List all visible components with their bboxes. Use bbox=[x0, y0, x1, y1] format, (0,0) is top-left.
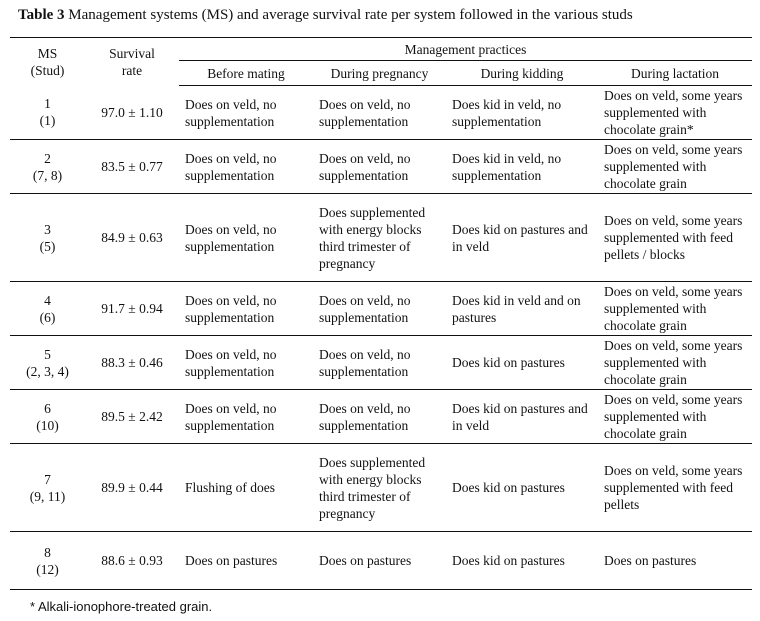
survival-rate-cell: 89.9 ± 0.44 bbox=[85, 444, 179, 532]
during-kidding-cell: Does kid on pastures and in veld bbox=[446, 194, 598, 282]
stud-number: (9, 11) bbox=[29, 488, 66, 504]
stud-number: (6) bbox=[39, 309, 56, 325]
during-lactation-header: During lactation bbox=[598, 61, 752, 86]
ms-number: 1 bbox=[44, 96, 51, 112]
ms-cell bbox=[10, 532, 85, 590]
table-row bbox=[10, 140, 752, 194]
during-lactation-cell: Does on veld, some years supplemented with chocolate grain bbox=[598, 336, 752, 390]
ms-number: 7 bbox=[44, 471, 51, 487]
during-pregnancy-cell: Does supplemented with energy blocks third trimester of pregnancy bbox=[313, 194, 446, 282]
before-mating-cell: Does on veld, no supplementation bbox=[179, 86, 313, 140]
before-mating-cell: Does on veld, no supplementation bbox=[179, 282, 313, 336]
survival-header bbox=[85, 38, 179, 86]
table-row bbox=[10, 532, 752, 590]
during-pregnancy-cell: Does on pastures bbox=[313, 532, 446, 590]
during-kidding-cell: Does kid on pastures bbox=[446, 444, 598, 532]
before-mating-cell: Does on pastures bbox=[179, 532, 313, 590]
ms-number: 5 bbox=[44, 346, 51, 362]
during-lactation-cell: Does on veld, some years supplemented with feed pellets / blocks bbox=[598, 194, 752, 282]
ms-number: 2 bbox=[44, 150, 51, 166]
ms-cell bbox=[10, 194, 85, 282]
during-pregnancy-cell: Does on veld, no supplementation bbox=[313, 336, 446, 390]
survival-rate-cell: 97.0 ± 1.10 bbox=[85, 86, 179, 140]
stud-number: (10) bbox=[36, 417, 59, 433]
table-row bbox=[10, 390, 752, 444]
during-pregnancy-header: During pregnancy bbox=[313, 61, 446, 86]
ms-cell bbox=[10, 390, 85, 444]
stud-number: (2, 3, 4) bbox=[26, 363, 69, 379]
ms-cell bbox=[10, 86, 85, 140]
table-row bbox=[10, 336, 752, 390]
during-lactation-cell: Does on veld, some years supplemented with chocolate grain bbox=[598, 390, 752, 444]
table-label: Table 3 bbox=[18, 7, 65, 23]
ms-header bbox=[10, 38, 85, 86]
table-row bbox=[10, 86, 752, 140]
ms-number: 6 bbox=[44, 400, 51, 416]
stud-number: (5) bbox=[39, 238, 56, 254]
stud-number: (1) bbox=[39, 113, 56, 129]
ms-cell bbox=[10, 282, 85, 336]
management-practices-header: Management practices bbox=[179, 38, 752, 61]
before-mating-cell: Does on veld, no supplementation bbox=[179, 194, 313, 282]
during-lactation-cell: Does on veld, some years supplemented with chocolate grain bbox=[598, 140, 752, 194]
survival-rate-cell: 83.5 ± 0.77 bbox=[85, 140, 179, 194]
during-pregnancy-cell: Does on veld, no supplementation bbox=[313, 282, 446, 336]
during-kidding-header: During kidding bbox=[446, 61, 598, 86]
table-row bbox=[10, 194, 752, 282]
management-table bbox=[10, 38, 752, 590]
table-row bbox=[10, 282, 752, 336]
table-caption bbox=[18, 5, 633, 25]
before-mating-header: Before mating bbox=[179, 61, 313, 86]
before-mating-cell: Does on veld, no supplementation bbox=[179, 336, 313, 390]
table-footnote: * Alkali-ionophore-treated grain. bbox=[30, 599, 213, 614]
during-lactation-cell: Does on pastures bbox=[598, 532, 752, 590]
survival-rate-cell: 88.3 ± 0.46 bbox=[85, 336, 179, 390]
during-kidding-cell: Does kid in veld and on pastures bbox=[446, 282, 598, 336]
ms-cell bbox=[10, 444, 85, 532]
survival-rate-cell: 88.6 ± 0.93 bbox=[85, 532, 179, 590]
during-pregnancy-cell: Does supplemented with energy blocks third trimester of pregnancy bbox=[313, 444, 446, 532]
survival-header-line2: rate bbox=[121, 62, 143, 78]
during-pregnancy-cell: Does on veld, no supplementation bbox=[313, 86, 446, 140]
before-mating-cell: Does on veld, no supplementation bbox=[179, 390, 313, 444]
ms-cell bbox=[10, 336, 85, 390]
ms-cell bbox=[10, 140, 85, 194]
survival-rate-cell: 84.9 ± 0.63 bbox=[85, 194, 179, 282]
during-kidding-cell: Does kid on pastures and in veld bbox=[446, 390, 598, 444]
ms-header-label: MS bbox=[37, 45, 58, 61]
during-kidding-cell: Does kid on pastures bbox=[446, 336, 598, 390]
ms-number: 4 bbox=[44, 292, 51, 308]
during-kidding-cell: Does kid in veld, no supplementation bbox=[446, 86, 598, 140]
during-pregnancy-cell: Does on veld, no supplementation bbox=[313, 390, 446, 444]
survival-header-line1: Survival bbox=[109, 45, 155, 61]
during-lactation-cell: Does on veld, some years supplemented with chocolate grain* bbox=[598, 86, 752, 140]
stud-number: (12) bbox=[36, 561, 59, 577]
ms-number: 3 bbox=[44, 221, 51, 237]
stud-number: (7, 8) bbox=[32, 167, 63, 183]
table-row bbox=[10, 444, 752, 532]
during-kidding-cell: Does kid in veld, no supplementation bbox=[446, 140, 598, 194]
survival-rate-cell: 89.5 ± 2.42 bbox=[85, 390, 179, 444]
during-kidding-cell: Does kid on pastures bbox=[446, 532, 598, 590]
during-lactation-cell: Does on veld, some years supplemented with feed pellets bbox=[598, 444, 752, 532]
table-title: Management systems (MS) and average survival rate per system followed in the various studs bbox=[68, 7, 633, 23]
ms-number: 8 bbox=[44, 544, 51, 560]
before-mating-cell: Does on veld, no supplementation bbox=[179, 140, 313, 194]
during-pregnancy-cell: Does on veld, no supplementation bbox=[313, 140, 446, 194]
stud-header-label: (Stud) bbox=[30, 62, 65, 78]
survival-rate-cell: 91.7 ± 0.94 bbox=[85, 282, 179, 336]
before-mating-cell: Flushing of does bbox=[179, 444, 313, 532]
during-lactation-cell: Does on veld, some years supplemented with chocolate grain bbox=[598, 282, 752, 336]
